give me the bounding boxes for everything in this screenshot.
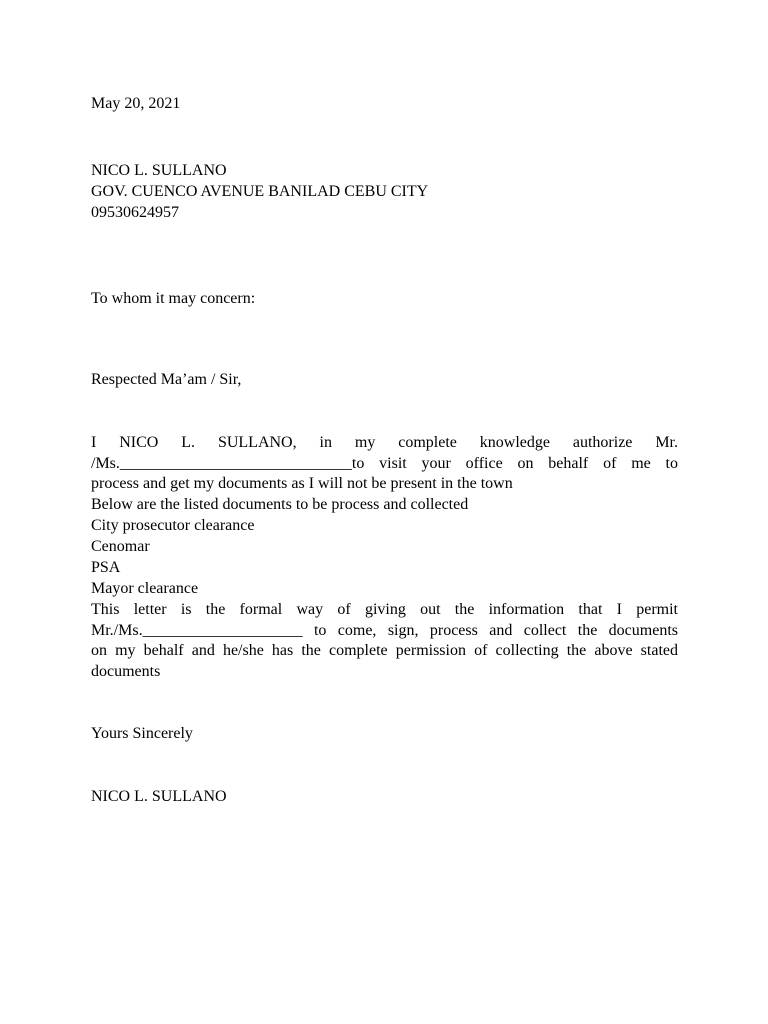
closing: Yours Sincerely — [91, 725, 193, 742]
document-item-3: PSA — [91, 559, 121, 576]
document-item-4: Mayor clearance — [91, 580, 199, 597]
paragraph-2-line-2: Mr./Ms.____________________ to come, sign, process and collect the documents — [91, 622, 678, 639]
paragraph-2-line-3: on my behalf and he/she has the complete permission of collecting the above stated — [91, 642, 678, 659]
sender-address: GOV. CUENCO AVENUE BANILAD CEBU CITY — [91, 183, 429, 200]
sender-name: NICO L. SULLANO — [91, 162, 227, 179]
document-list-intro: Below are the listed documents to be process and collected — [91, 496, 469, 513]
signature-name: NICO L. SULLANO — [91, 788, 227, 805]
letter-date: May 20, 2021 — [91, 95, 181, 112]
document-item-2: Cenomar — [91, 538, 150, 555]
recipient-line: To whom it may concern: — [91, 290, 256, 307]
paragraph-1-line-3: process and get my documents as I will not be present in the town — [91, 475, 513, 492]
paragraph-2-line-1: This letter is the formal way of giving out the information that I permit — [91, 601, 678, 618]
paragraph-1-line-1: I NICO L. SULLANO, in my complete knowledge authorize Mr. — [91, 434, 678, 451]
document-item-1: City prosecutor clearance — [91, 517, 255, 534]
paragraph-1-line-2: /Ms._____________________________to visit your office on behalf of me to — [91, 455, 678, 472]
sender-phone: 09530624957 — [91, 204, 179, 221]
paragraph-2-line-4: documents — [91, 663, 161, 680]
salutation: Respected Ma’am / Sir, — [91, 371, 242, 388]
